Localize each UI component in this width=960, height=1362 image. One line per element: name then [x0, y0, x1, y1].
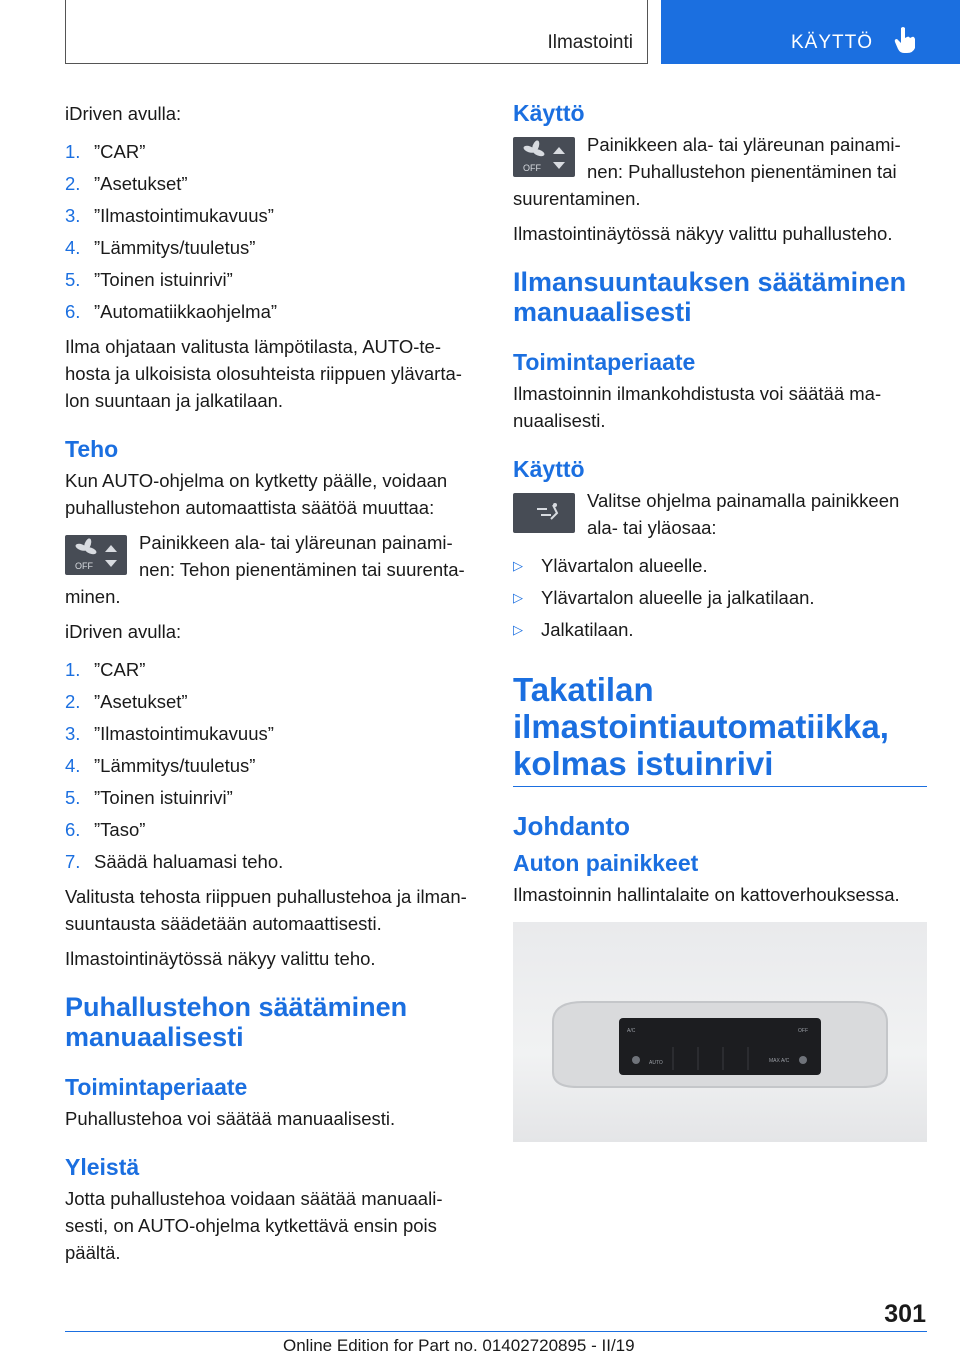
- auton-painikkeet-heading: Auton painikkeet: [513, 850, 699, 876]
- yleista-heading: Yleistä: [65, 1154, 140, 1180]
- pointing-hand-icon: [893, 26, 919, 54]
- paragraph: Ilmastoinnin hallintalaite on kattoverhouksessa.: [513, 884, 900, 905]
- list-item: 1. ”CAR”: [65, 140, 146, 162]
- triangle-bullet-icon: ▷: [513, 589, 523, 605]
- air-distribution-button-icon: [513, 493, 575, 533]
- paragraph: Kun AUTO-ohjelma on kytketty päälle, voidaan puhallustehon automaattista säätöä muuttaa:: [65, 470, 448, 518]
- icon-text: Painikkeen ala- tai yläreunan painaminen: Tehon pienentäminen tai suurentaminen.: [65, 532, 465, 607]
- list-item: 4. ”Lämmitys/tuuletus”: [65, 236, 256, 258]
- list-item: ▷ Ylävartalon alueelle ja jalkatilaan.: [513, 581, 927, 613]
- list-item: 2. ”Asetukset”: [65, 172, 188, 194]
- right-column: [513, 100, 927, 1142]
- triangle-bullet-icon: ▷: [513, 621, 523, 637]
- list-item: 4. ”Lämmitys/tuuletus”: [65, 754, 256, 776]
- list-item: ▷ Jalkatilaan.: [513, 613, 927, 645]
- chapter-heading: Takatilan ilmastointiautomatiikka, kolmas istuinrivi: [513, 671, 927, 787]
- list-item: 3. ”Ilmastointimukavuus”: [65, 204, 274, 226]
- icon-text: Painikkeen ala- tai yläreunan painaminen: Puhallustehon pienentäminen tai suurentaminen.: [513, 134, 901, 209]
- footer-divider: [65, 1331, 927, 1332]
- paragraph: Ilmastoinnin ilmankohdistusta voi säätää manuaalisesti.: [513, 383, 882, 431]
- air-direction-options: [513, 549, 927, 645]
- list-item: 6. ”Taso”: [65, 818, 146, 840]
- fan-button-icon: [65, 535, 127, 575]
- section-heading-puhallusteho: Puhallustehon säätäminen manuaalisesti: [65, 992, 408, 1052]
- idrive-intro: iDriven avulla:: [65, 103, 182, 124]
- edition-text: Online Edition for Part no. 01402720895 - II/19: [283, 1336, 635, 1355]
- paragraph: Jotta puhallustehoa voidaan säätää manuaalisesti, on AUTO-ohjelma kytkettävä ensin pois päältä.: [65, 1188, 443, 1263]
- toimintaperiaate-heading: Toimintaperiaate: [65, 1074, 248, 1100]
- paragraph: Valitusta tehosta riippuen puhallustehoa ja ilmansuuntausta säädetään automaattisesti.: [65, 886, 467, 934]
- triangle-bullet-icon: ▷: [513, 557, 523, 573]
- paragraph: Ilmastointinäytössä näkyy valittu puhallusteho.: [513, 223, 893, 244]
- kaytto-heading: Käyttö: [513, 100, 585, 126]
- icon-text: Valitse ohjelma painamalla painikkeen ala- tai yläosaa:: [587, 490, 900, 538]
- list-item: 7. Säädä haluamasi teho.: [65, 850, 284, 872]
- header-section-box: [65, 0, 648, 64]
- roof-control-panel-photo: [513, 922, 927, 1142]
- teho-heading: Teho: [65, 436, 119, 462]
- paragraph: Puhallustehoa voi säätää manuaalisesti.: [65, 1108, 396, 1129]
- list-item: 5. ”Toinen istuinrivi”: [65, 268, 233, 290]
- steps-list-2: [65, 653, 479, 877]
- icon-paragraph: [513, 131, 927, 212]
- page-number: 301: [884, 1300, 926, 1328]
- kaytto-heading: Käyttö: [513, 456, 585, 482]
- fan-button-icon: [513, 137, 575, 177]
- paragraph: Ilma ohjataan valitusta lämpötilasta, AUTO-tehosta ja ulkoisista olosuhteista riippuen ylävartalon suuntaan ja jalkatilaan.: [65, 336, 462, 411]
- idrive-intro: iDriven avulla:: [65, 621, 182, 642]
- steps-list-1: [65, 135, 479, 327]
- section-heading-ilmansuuntaus: Ilmansuuntauksen säätäminen manuaalisesti: [513, 267, 907, 327]
- svg-text:OFF: OFF: [75, 561, 93, 571]
- list-item: 3. ”Ilmastointimukavuus”: [65, 722, 274, 744]
- list-item: 6. ”Automatiikkaohjelma”: [65, 300, 278, 322]
- toimintaperiaate-heading: Toimintaperiaate: [513, 349, 696, 375]
- svg-text:MAX A/C: MAX A/C: [769, 1058, 790, 1064]
- icon-paragraph: [513, 487, 927, 541]
- list-item: ▷ Ylävartalon alueelle.: [513, 549, 927, 581]
- section-title: Ilmastointi: [547, 32, 633, 53]
- svg-text:OFF: OFF: [798, 1028, 808, 1034]
- svg-text:A/C: A/C: [627, 1028, 636, 1034]
- chapter-tab-label: KÄYTTÖ: [791, 32, 874, 53]
- list-item: 1. ”CAR”: [65, 658, 146, 680]
- svg-text:AUTO: AUTO: [649, 1060, 663, 1066]
- left-column: [65, 100, 479, 1274]
- svg-text:OFF: OFF: [523, 163, 541, 173]
- johdanto-heading: Johdanto: [513, 811, 630, 841]
- list-item: 5. ”Toinen istuinrivi”: [65, 786, 233, 808]
- list-item: 2. ”Asetukset”: [65, 690, 188, 712]
- icon-paragraph: [65, 529, 479, 610]
- paragraph: Ilmastointinäytössä näkyy valittu teho.: [65, 948, 376, 969]
